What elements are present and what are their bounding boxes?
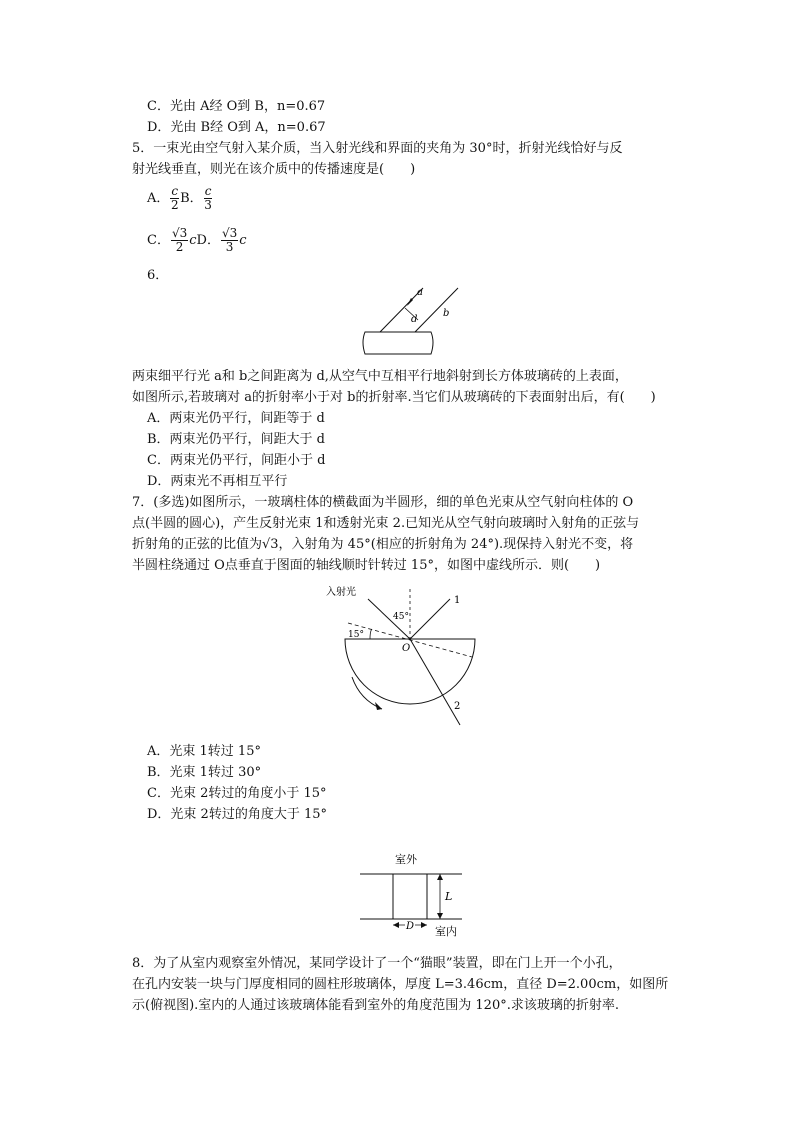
- dimension-D-arrow-left: [393, 922, 399, 928]
- q5-option-a-numerator: c: [171, 184, 179, 198]
- angle-15-arc: [370, 629, 372, 639]
- q5-option-d-numerator: √3: [221, 226, 238, 240]
- label-d: d: [411, 314, 418, 325]
- label-45-degrees: 45°: [393, 612, 409, 622]
- q5-option-b-fraction: [204, 185, 213, 212]
- q6-stem-line2: 如图所示,若玻璃对 a的折射率小于对 b的折射率.当它们从玻璃砖的下表面射出后，有( ): [132, 390, 656, 405]
- label-15-degrees: 15°: [348, 630, 364, 640]
- q5-option-a-denominator: 2: [170, 198, 179, 212]
- q5-option-a-label: A．: [147, 191, 170, 206]
- q6-option-d: D．两束光不再相互平行: [147, 474, 288, 489]
- q5-options-ab: [147, 185, 213, 213]
- q5-option-c-denominator: 2: [175, 240, 184, 254]
- q5-option-c-tail: c: [189, 233, 197, 248]
- q7-stem-line3: 折射角的正弦的比值为√3，入射角为 45°(相应的折射角为 24°).现保持入射光不变，将: [132, 537, 634, 552]
- label-beam-2: 2: [454, 701, 461, 712]
- q5-option-a-fraction: [170, 185, 179, 212]
- dimension-L-arrow-bottom: [437, 913, 443, 919]
- q5-options-cd: [147, 225, 247, 257]
- q5-option-d-tail: c: [239, 233, 247, 248]
- q8-figure-cat-eye: [355, 849, 470, 941]
- q6-number: 6．: [147, 268, 169, 283]
- q5-option-d-denominator: 3: [225, 240, 234, 254]
- q7-option-a: A．光束 1转过 15°: [147, 744, 261, 759]
- q7-figure-semicylinder: [326, 585, 480, 730]
- rotation-arrowhead: [375, 702, 382, 710]
- q7-option-c: C．光束 2转过的角度小于 15°: [147, 786, 327, 801]
- q6-option-b: B．两束光仍平行，间距大于 d: [147, 432, 326, 447]
- q7-stem-line1: 7．(多选)如图所示，一玻璃柱体的横截面为半圆形，细的单色光束从空气射向柱体的 O: [132, 495, 634, 510]
- q7-stem-line2: 点(半圆的圆心)，产生反射光束 1和透射光束 2.已知光从空气射向玻璃时入射角的正弦与: [132, 516, 640, 531]
- q7-option-b: B．光束 1转过 30°: [147, 765, 262, 780]
- q5-option-b-numerator: c: [204, 184, 212, 198]
- q5-option-d-label: D．: [196, 233, 220, 248]
- q5-option-d-fraction: [221, 227, 238, 254]
- label-indoor: 室内: [435, 925, 457, 938]
- q7-option-d: D．光束 2转过的角度大于 15°: [147, 807, 328, 822]
- q5-option-c-label: C．: [147, 233, 170, 248]
- q5-option-c-fraction: [171, 227, 188, 254]
- q7-stem-line4: 半圆柱绕通过 O点垂直于图面的轴线顺时针转过 15°，如图中虚线所示．则( ): [132, 558, 601, 573]
- q5-stem-line2: 射光线垂直，则光在该介质中的传播速度是( ): [132, 162, 416, 177]
- q5-option-c-numerator: √3: [171, 226, 188, 240]
- label-D: D: [406, 921, 415, 932]
- beam-a-arrow: [407, 298, 413, 306]
- label-L: L: [445, 890, 453, 903]
- q5-stem-line1: 5．一束光由空气射入某介质，当入射光线和界面的夹角为 30°时，折射光线恰好与反: [132, 141, 623, 156]
- label-beam-1: 1: [454, 595, 461, 606]
- q4-option-d: D．光由 B经 O到 A，n=0.67: [147, 120, 326, 135]
- rotation-arc: [352, 677, 382, 709]
- reflected-ray-1: [410, 599, 450, 639]
- label-outdoor: 室外: [395, 853, 417, 866]
- dimension-L-arrow-top: [437, 874, 443, 880]
- q6-stem-line1: 两束细平行光 a和 b之间距离为 d,从空气中互相平行地斜射到长方体玻璃砖的上表面，: [132, 369, 628, 384]
- q6-option-a: A．两束光仍平行，间距等于 d: [147, 411, 325, 426]
- q6-figure-glass-slab: [355, 282, 450, 364]
- glass-slab-shape: [363, 332, 433, 354]
- dimension-D-arrow-right: [421, 922, 427, 928]
- q5-option-b-label: B．: [180, 191, 203, 206]
- label-a: a: [417, 287, 423, 298]
- label-b: b: [443, 308, 450, 319]
- q8-stem-line1: 8．为了从室内观察室外情况，某同学设计了一个“猫眼”装置，即在门上开一个小孔，: [132, 956, 622, 971]
- q8-stem-line3: 示(俯视图).室内的人通过该玻璃体能看到室外的角度范围为 120°.求该玻璃的折射率.: [132, 998, 619, 1013]
- label-O: O: [402, 643, 411, 654]
- q8-stem-line2: 在孔内安装一块与门厚度相同的圆柱形玻璃体，厚度 L=3.46cm，直径 D=2.00cm，如图所: [132, 977, 669, 992]
- q4-option-c: C．光由 A经 O到 B，n=0.67: [147, 99, 326, 114]
- label-incident-light: 入射光: [326, 587, 356, 598]
- q6-option-c: C．两束光仍平行，间距小于 d: [147, 453, 326, 468]
- q5-option-b-denominator: 3: [204, 198, 212, 212]
